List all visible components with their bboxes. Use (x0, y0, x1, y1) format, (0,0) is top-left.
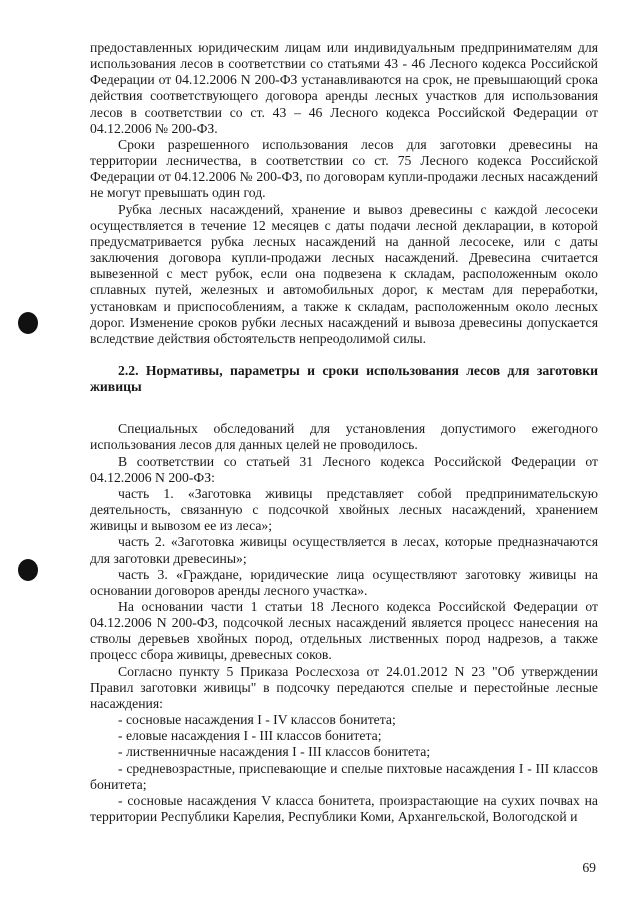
list-item-pine: - сосновые насаждения I - IV классов бонитета; (118, 712, 396, 728)
paragraph-article-18: На основании части 1 статьи 18 Лесного кодекса Российской Федерации от 04.12.2006 N 200-ФЗ, подсочкой лесных насаждений является процесс нанесения на стволы деревьев хвойных пород, отдельных лиственных пород надрезов, а также процесс сбора живицы, древесных соков. (90, 599, 598, 663)
list-item-spruce: - еловые насаждения I - III классов бонитета; (118, 728, 382, 744)
paragraph-part-3: часть 3. «Граждане, юридические лица осуществляют заготовку живицы на основании договоров аренды лесного участка». (90, 566, 598, 598)
paragraph-rosleskhoz-order: Согласно пункту 5 Приказа Рослесхоза от 24.01.2012 N 23 "Об утверждении Правил заготовки живицы" в подсочку передаются спелые и перестойные лесные насаждения: (90, 663, 598, 711)
paragraph-part-1: часть 1. «Заготовка живицы представляет собой предпринимательскую деятельность, связанную с подсочкой хвойных лесных насаждений, хранением живицы и вывозом ее из леса»; (90, 485, 598, 534)
list-item-fir: - средневозрастные, приспевающие и спелые пихтовые насаждения I - III классов бонитета; (90, 760, 598, 792)
paragraph-article-31: В соответствии со статьей 31 Лесного кодекса Российской Федерации от 04.12.2006 N 200-ФЗ: (90, 453, 598, 485)
paragraph-intro-continuation: предоставленных юридическим лицам или индивидуальным предпринимателям для использования лесов в соответствии со статьями 43 - 46 Лесного кодекса Российской Федерации от 04.12.2006 N 200-ФЗ устанавливаются на срок, не превышающий срока действия соответствующего договора аренды лесных участков для использования лесов в соответствии со ст. 43 – 46 Лесного кодекса Российской Федерации от 04.12.2006 № 200-ФЗ. (90, 40, 598, 136)
paragraph-harvest-terms: Сроки разрешенного использования лесов для заготовки древесины на территории лесничества, в соответствии со ст. 75 Лесного кодекса Российской Федерации от 04.12.2006 № 200-ФЗ, по договорам купли-продажи лесных насаждений не могут превышать один год. (90, 136, 598, 201)
paragraph-special-surveys: Специальных обследований для установления допустимого ежегодного использования лесов для данных целей не проводилось. (90, 421, 598, 453)
section-heading: 2.2. Нормативы, параметры и сроки использования лесов для заготовки живицы (90, 362, 598, 395)
paragraph-cutting-removal: Рубка лесных насаждений, хранение и вывоз древесины с каждой лесосеки осуществляется в течение 12 месяцев с даты подачи лесной декларации, в которой предусматривается рубка лесных насаждений на данной лесосеке, или с даты заключения договора купли-продажи лесных насаждений. Древесина считается вывезенной с мест рубок, если она подвезена к складам, расположенным около сплавных путей, железных и автомобильных дорог, к местам для переработки, установкам и приспособлениям, а также к складам, расположенным около лесных дорог. Изменение сроков рубки лесных насаждений и вывоза древесины допускается вследствие действия обстоятельств непреодолимой силы. (90, 201, 598, 346)
page-number: 69 (582, 860, 596, 875)
document-page (90, 40, 598, 825)
list-item-pine-dry-soils: - сосновые насаждения V класса бонитета, произрастающие на сухих почвах на территории Республики Карелия, Республики Коми, Архангельской, Вологодской и (90, 792, 598, 825)
punch-hole-lower (18, 559, 38, 581)
list-item-larch: - лиственничные насаждения I - III классов бонитета; (118, 744, 431, 760)
punch-hole-upper (18, 312, 38, 334)
paragraph-part-2: часть 2. «Заготовка живицы осуществляется в лесах, которые предназначаются для заготовки древесины»; (90, 534, 598, 566)
